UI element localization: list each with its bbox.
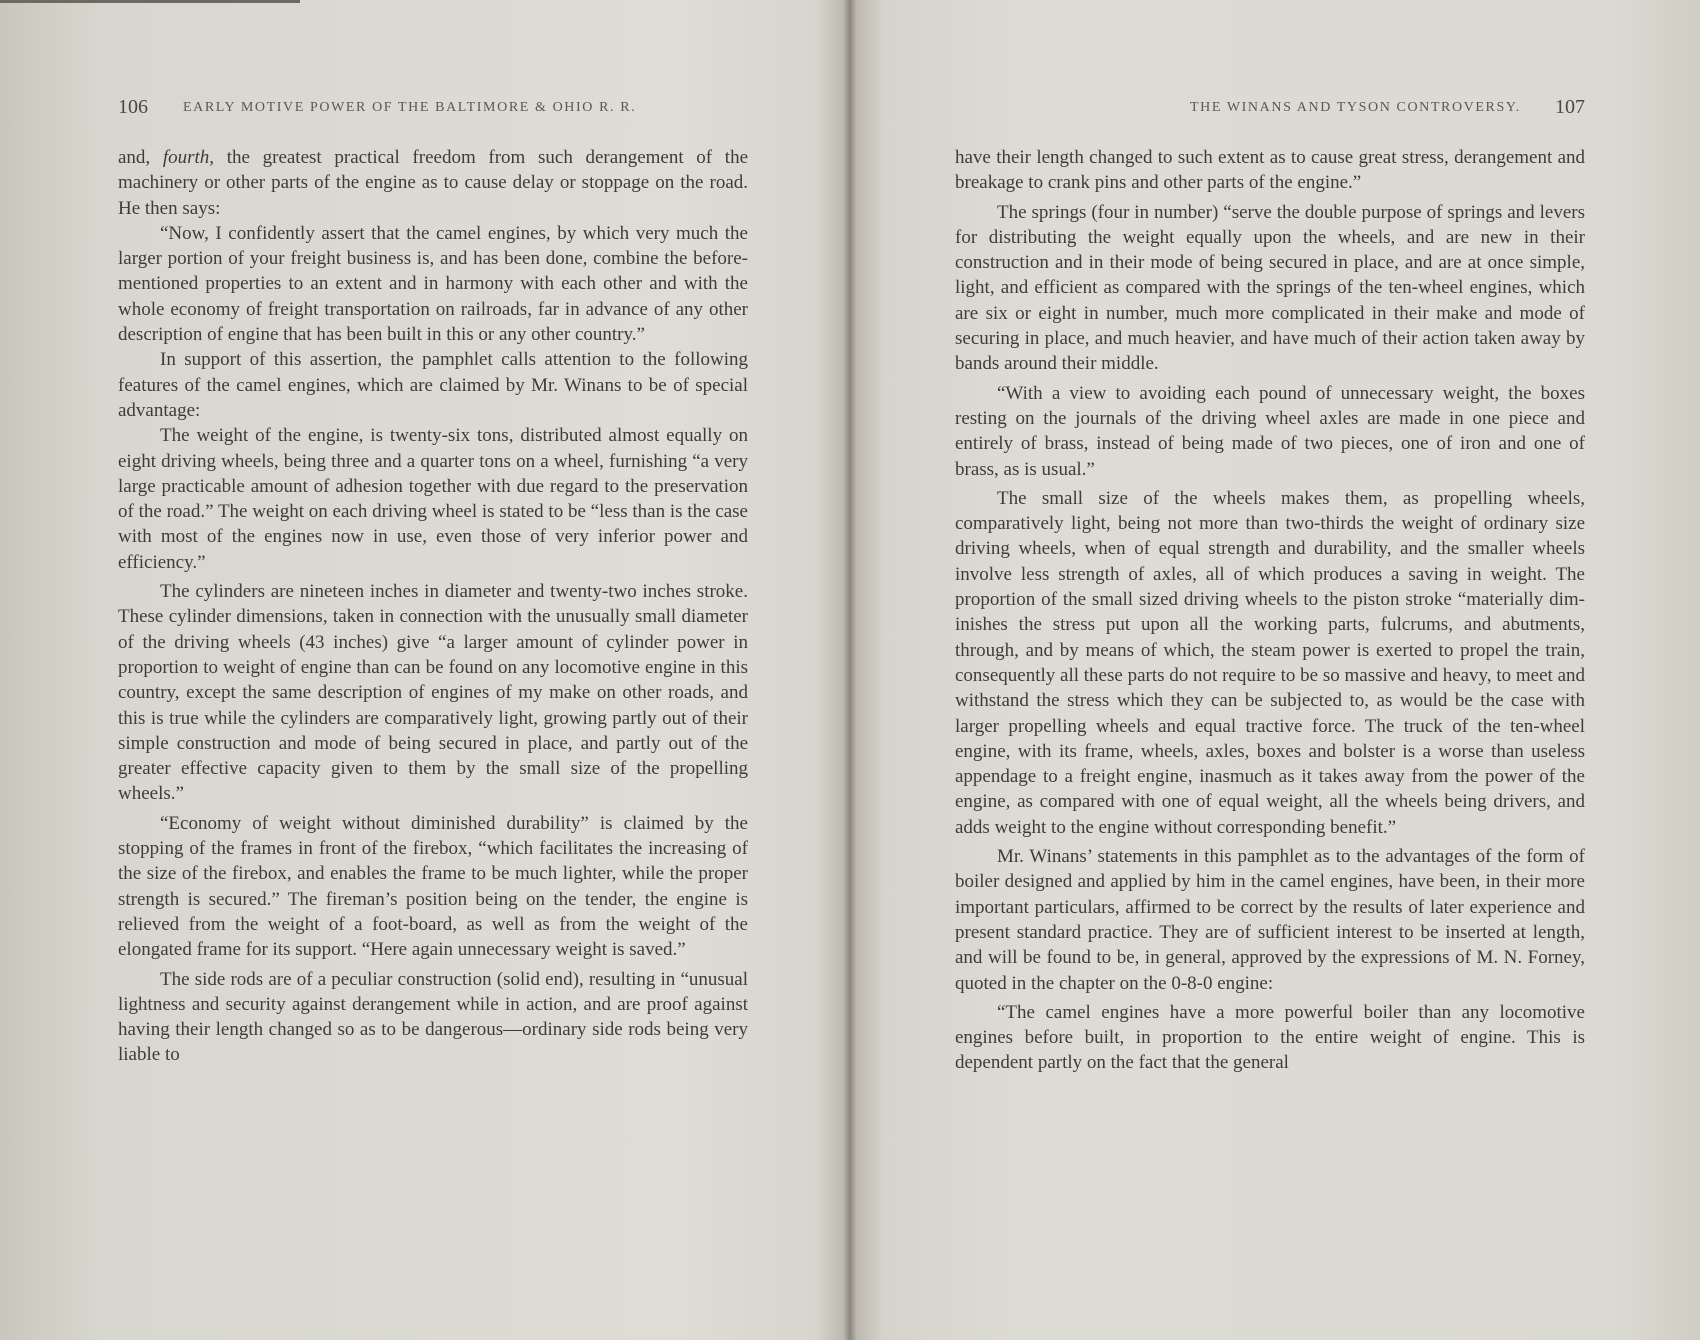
paragraph: “Now, I confidently assert that the camel engines, by which very much the larger portion of your freight business is, and has been done, combine the before-mentioned properties to an extent and in harmony with each other and with the whole economy of freight transportation on railroads, far in advance of any other description of engine that has been built in this or any other country.” [118,222,748,346]
right-page-number: 107 [1555,96,1585,118]
paragraph: The weight of the engine, is twenty-six tons, distributed almost equally on eight driving wheels, being three and a quarter tons on a wheel, furnishing “a very large practicable amount of adhesion together with due regard to the preservation of the road.” The weight on each driving wheel is stated to be “less than is the case with most of the engines now in use, even those of very inferior power and efficiency.” [118,425,748,573]
left-running-header [118,96,748,126]
paragraph: The side rods are of a peculiar construction (solid end), resulting in “unusual lightness and security against derangement while in action, and are proof against having their length changed so as to be dangerous—ordinary side rods being very liable to [118,968,748,1066]
paragraph: “With a view to avoiding each pound of unnecessary weight, the boxes resting on the journals of the driving wheel axles are made in one piece and entirely of brass, instead of being made of two pieces, one of iron and one of brass, as is usual.” [955,382,1585,480]
left-page [0,0,848,1340]
left-running-head-title: EARLY MOTIVE POWER OF THE BALTIMORE & OHIO R. R. [183,100,637,115]
left-page-number: 106 [118,96,148,118]
right-running-header [955,96,1585,126]
paragraph: The small size of the wheels makes them, as propelling wheels, comparatively light, being not more than two-thirds the weight of ordinary size driving wheels, when of equal strength and durability, and the smaller wheels involve less strength of axles, all of which produces a saving in weight. The proportion of the small sized driving wheels to the piston stroke “materially diminishes the stress put upon all the working parts, fulcrums, and abutments, through, and by means of which, the steam power is exerted to propel the train, consequently all these parts do not require to be so massive and heavy, to meet and withstand the stress which they can be subjected to, as would be the case with larger propelling wheels and equal tractive force. The truck of the ten-wheel engine, with its frame, wheels, axles, boxes and bolster is a worse than useless appendage to a freight engine, inasmuch as it takes away from the power of the engine, as compared with one of equal weight, all the wheels being drivers, and adds weight to the engine without corresponding benefit.” [955,487,1585,838]
paragraph: “Economy of weight without diminished durability” is claimed by the stopping of the frames in front of the firebox, “which facilitates the increasing of the size of the firebox, and enables the frame to be much lighter, while the proper strength is secured.” The fireman’s position being on the tender, the engine is relieved from the weight of a foot-board, as well as from the weight of the elongated frame for its support. “Here again unnecessary weight is saved.” [118,812,748,961]
right-running-head-title: THE WINANS AND TYSON CONTROVERSY. [1190,100,1521,115]
paragraph: The cylinders are nineteen inches in diameter and twenty-two inches stroke. These cylinder dimensions, taken in connection with the unusually small diameter of the driving wheels (43 inches) give “a larger amount of cylinder power in proportion to weight of engine than can be found on any locomotive engine in this country, except the same description of engines of my make on other roads, and this is true while the cylinders are comparatively light, growing partly out of their simple construction and mode of being secured in place, and partly out of the greater effective capacity given to them by the small size of the propelling wheels.” [118,581,748,805]
right-page-body [955,145,1585,1076]
left-page-body [118,145,748,1068]
paragraph: Mr. Winans’ statements in this pamphlet as to the advantages of the form of boiler designed and applied by him in the camel engines, have been, in their more important particulars, affirmed to be correct by the results of later experience and present standard practice. They are of sufficient interest to be inserted at length, and will be found to be, in general, approved by the expressions of M. N. Forney, quoted in the chapter on the 0-8-0 engine: [955,846,1585,994]
paragraph: In support of this assertion, the pamphlet calls attention to the following features of the camel engines, which are claimed by Mr. Winans to be of special advantage: [118,349,748,421]
paragraph: “The camel engines have a more powerful boiler than any locomotive engines before built, in proportion to the entire weight of engine. This is dependent partly on the fact that the general [955,1001,1585,1074]
paragraph: and, fourth, the greatest practical freedom from such derangement of the machinery or other parts of the engine as to cause delay or stoppage on the road. He then says: [118,147,748,219]
right-page [852,0,1700,1340]
paragraph: have their length changed to such extent as to cause great stress, derangement and breakage to crank pins and other parts of the engine.” [955,147,1585,194]
paragraph: The springs (four in number) “serve the double purpose of springs and levers for distributing the weight equally upon the wheels, and are new in their construction and in their mode of being secured in place, and are at once simple, light, and efficient as compared with the springs of the ten-wheel engines, which are six or eight in number, much more complicated in their make and mode of securing in place, and much heavier, and have much of their action taken away by bands around their middle. [955,201,1585,375]
